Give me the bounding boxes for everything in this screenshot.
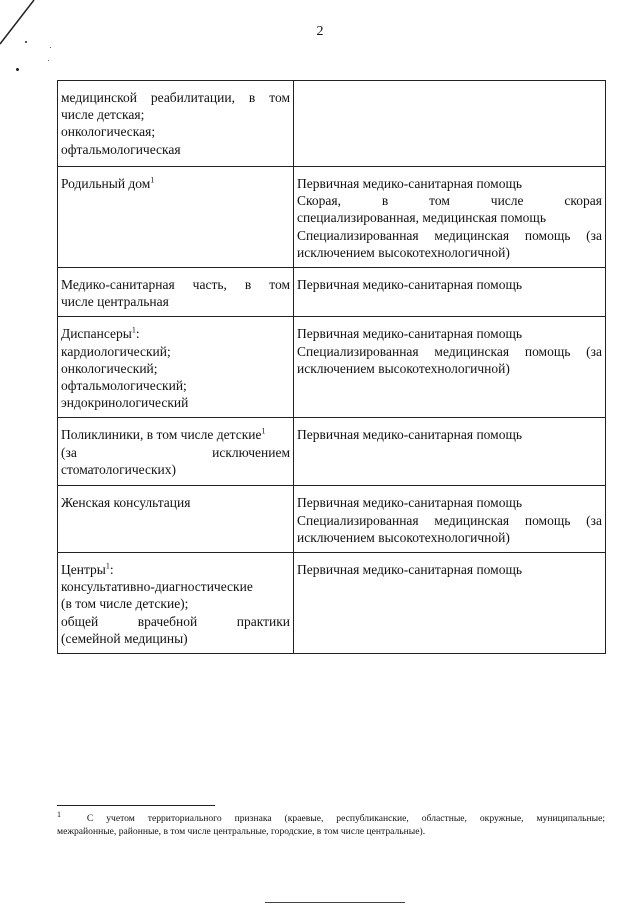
table-row — [58, 81, 606, 167]
cell-text: числе центральная — [61, 294, 169, 310]
care-type-cell — [294, 81, 606, 167]
scan-speck — [16, 68, 19, 71]
cell-line — [297, 227, 602, 244]
care-type-cell — [294, 268, 606, 317]
care-type-cell — [294, 486, 606, 553]
table-row — [58, 418, 606, 486]
scan-speck — [48, 60, 49, 61]
care-type-cell — [294, 317, 606, 418]
cell-line — [61, 325, 290, 342]
footnote-line — [57, 809, 606, 825]
cell-line — [297, 192, 602, 209]
cell-text: онкологический; — [61, 360, 158, 376]
table-row — [58, 553, 606, 654]
cell-line — [61, 630, 290, 647]
table-row — [58, 167, 606, 268]
cell-line — [61, 293, 290, 310]
cell-text: (в том числе детские); — [61, 596, 189, 612]
cell-line — [61, 276, 290, 293]
cell-line — [297, 175, 602, 192]
cell-line — [297, 343, 602, 360]
cell-punctuation: : — [109, 562, 114, 578]
cell-line — [61, 106, 290, 123]
facility-type-cell — [58, 486, 294, 553]
cell-line — [61, 377, 290, 394]
cell-text: Центры — [61, 562, 106, 578]
cell-line — [61, 578, 290, 595]
facility-care-table — [57, 80, 606, 654]
cell-line — [61, 444, 290, 461]
cell-line — [61, 141, 290, 158]
cell-text: Первичная медико-санитарная помощь — [297, 562, 523, 578]
cell-line — [297, 325, 602, 342]
cell-line — [61, 123, 290, 140]
cell-text: офтальмологический; — [61, 378, 187, 394]
cell-line — [61, 394, 290, 411]
cell-text: Специализированная медицинская помощь (за — [297, 512, 602, 528]
cell-line — [61, 175, 290, 192]
scan-bottom-edge — [265, 902, 405, 903]
footnote-text: С учетом территориального признака (краевые, республиканские, областные, окружные, муниципальные; — [86, 813, 606, 824]
cell-line — [297, 244, 602, 261]
table-row — [58, 268, 606, 317]
footnote-line: межрайонные, районные, в том числе центральные, городские, в том числе центральные). — [57, 826, 426, 837]
cell-text: Родильный дом — [61, 176, 151, 191]
cell-line — [61, 89, 290, 106]
footnote-ref: 1 — [105, 561, 110, 571]
cell-text: кардиологический; — [61, 343, 171, 359]
cell-text: Женская консультация — [61, 495, 191, 511]
facility-type-cell — [58, 418, 294, 486]
cell-line — [297, 276, 602, 293]
cell-text: (за исключением — [61, 444, 290, 460]
cell-line — [61, 360, 290, 377]
cell-text: Первичная медико-санитарная помощь — [297, 176, 523, 191]
facility-type-cell — [58, 81, 294, 167]
table-row — [58, 317, 606, 418]
cell-text: числе детская; — [61, 107, 145, 123]
cell-text: Специализированная медицинская помощь (за — [297, 227, 602, 243]
cell-line — [297, 209, 602, 226]
cell-text: Поликлиники, в том числе детские — [61, 427, 262, 443]
cell-text: исключением высокотехнологичной) — [297, 360, 510, 376]
cell-line — [297, 561, 602, 578]
footnote — [57, 809, 606, 838]
cell-text: Первичная медико-санитарная помощь — [297, 495, 523, 511]
cell-line — [61, 426, 290, 443]
cell-text: общей врачебной практики — [61, 613, 290, 629]
cell-text: Первичная медико-санитарная помощь — [297, 326, 523, 342]
care-type-cell — [294, 167, 606, 268]
cell-text: онкологическая; — [61, 124, 156, 140]
cell-text: Первичная медико-санитарная помощь — [297, 427, 523, 443]
cell-line — [61, 595, 290, 612]
cell-line — [297, 494, 602, 511]
cell-text: исключением высокотехнологичной) — [297, 244, 510, 260]
cell-line — [61, 613, 290, 630]
footnote-ref: 1 — [261, 426, 266, 436]
cell-text: Медико-санитарная часть, в том — [61, 277, 290, 293]
cell-text: офтальмологическая — [61, 141, 181, 157]
cell-line — [297, 512, 602, 529]
facility-type-cell — [58, 268, 294, 317]
facility-type-cell — [58, 167, 294, 268]
cell-text: Первичная медико-санитарная помощь — [297, 277, 523, 293]
cell-text: консультативно-диагностические — [61, 579, 253, 595]
facility-type-cell — [58, 553, 294, 654]
footnote-separator — [57, 805, 215, 806]
footnote-ref: 1 — [150, 175, 155, 185]
cell-text: эндокринологический — [61, 395, 189, 411]
table-row — [58, 486, 606, 553]
cell-text: исключением высокотехнологичной) — [297, 529, 510, 545]
scan-speck — [25, 41, 27, 43]
cell-line — [297, 529, 602, 546]
cell-line — [61, 494, 290, 511]
cell-line — [61, 343, 290, 360]
cell-punctuation: : — [135, 326, 140, 342]
footnote-ref: 1 — [131, 325, 136, 335]
page-number: 2 — [316, 24, 324, 39]
cell-text: специализированная, медицинская помощь — [297, 210, 546, 226]
cell-text: медицинской реабилитации, в том — [61, 90, 290, 105]
cell-line — [61, 461, 290, 478]
cell-text: Скорая, в том числе скорая — [297, 193, 602, 209]
cell-text: Специализированная медицинская помощь (за — [297, 343, 602, 359]
cell-line — [61, 561, 290, 578]
scan-corner-mark — [0, 0, 60, 85]
footnote-marker: 1 — [57, 809, 61, 819]
care-type-cell — [294, 553, 606, 654]
care-type-cell — [294, 418, 606, 486]
cell-text: (семейной медицины) — [61, 630, 188, 646]
cell-text: стоматологических) — [61, 461, 176, 477]
scan-speck — [50, 47, 51, 48]
facility-type-cell — [58, 317, 294, 418]
cell-text: Диспансеры — [61, 326, 132, 342]
cell-line — [297, 360, 602, 377]
cell-line — [297, 426, 602, 443]
